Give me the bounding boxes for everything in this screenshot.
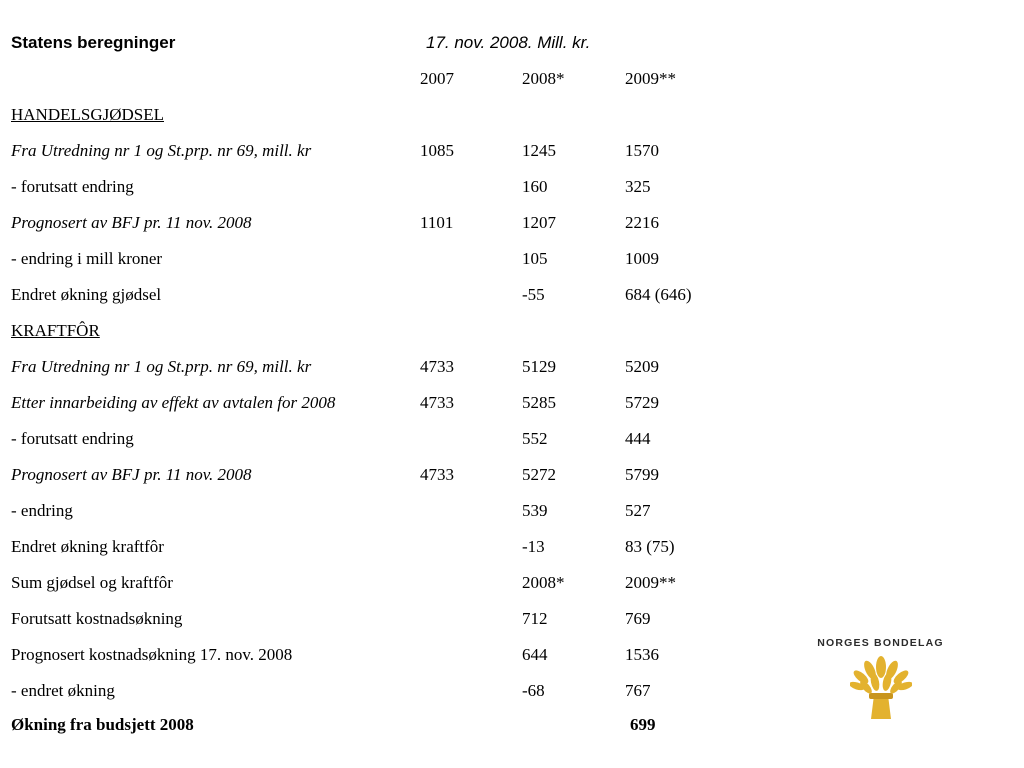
cell-2008: 1245 (522, 141, 556, 160)
cell-2009: 5799 (625, 465, 659, 484)
column-header-2007: 2007 (420, 69, 454, 88)
row-label: Etter innarbeiding av effekt av avtalen for 2008 (11, 393, 336, 412)
column-header-2009: 2009** (625, 69, 676, 88)
cell-2007: 4733 (420, 357, 454, 376)
cell-2007: 1085 (420, 141, 454, 160)
table-row (0, 391, 1024, 415)
row-label: Endret økning kraftfôr (11, 537, 164, 556)
cell-2009: 5729 (625, 393, 659, 412)
cell-2008: 644 (522, 645, 548, 664)
cell-2008: -13 (522, 537, 545, 556)
cell-2008: 5285 (522, 393, 556, 412)
cell-2008: 712 (522, 609, 548, 628)
cell-2007: 1101 (420, 213, 454, 232)
table-row (0, 211, 1024, 235)
page-title: Statens beregninger (11, 33, 176, 52)
column-header-row (0, 67, 1024, 91)
row-label: Økning fra budsjett 2008 (11, 715, 194, 734)
cell-2007: 4733 (420, 393, 454, 412)
row-label: KRAFTFÔR (11, 321, 100, 340)
cell-2009: 2009** (625, 573, 676, 592)
cell-2009: 699 (630, 715, 656, 734)
page-subtitle: 17. nov. 2008. Mill. kr. (426, 33, 591, 52)
cell-2008: 5129 (522, 357, 556, 376)
cell-2008: 2008* (522, 573, 565, 592)
cell-2009: 1536 (625, 645, 659, 664)
column-header-2008: 2008* (522, 69, 565, 88)
table-row (0, 139, 1024, 163)
cell-2008: 160 (522, 177, 548, 196)
cell-2009: 527 (625, 501, 651, 520)
cell-2009: 2216 (625, 213, 659, 232)
table-row (0, 355, 1024, 379)
section-heading-kraftfor (0, 319, 1024, 343)
table-row (0, 607, 1024, 631)
row-label: Sum gjødsel og kraftfôr (11, 573, 173, 592)
cell-2009: 1570 (625, 141, 659, 160)
row-label: Prognosert kostnadsøkning 17. nov. 2008 (11, 645, 293, 664)
row-label: Forutsatt kostnadsøkning (11, 609, 183, 628)
cell-2009: 1009 (625, 249, 659, 268)
table-row (0, 499, 1024, 523)
cell-2008: 1207 (522, 213, 556, 232)
row-label: HANDELSGJØDSEL (11, 105, 164, 124)
row-label: Prognosert av BFJ pr. 11 nov. 2008 (11, 465, 252, 484)
cell-2008: 105 (522, 249, 548, 268)
row-label: - forutsatt endring (11, 429, 134, 448)
row-label: Fra Utredning nr 1 og St.prp. nr 69, mill. kr (11, 357, 312, 376)
table-row (0, 463, 1024, 487)
logo-text: NORGES BONDELAG (817, 637, 944, 649)
cell-2009: 325 (625, 177, 651, 196)
row-label: Prognosert av BFJ pr. 11 nov. 2008 (11, 213, 252, 232)
table-row (0, 247, 1024, 271)
row-label: - forutsatt endring (11, 177, 134, 196)
cell-2008: 539 (522, 501, 548, 520)
cell-2008: -55 (522, 285, 545, 304)
row-label: - endret økning (11, 681, 115, 700)
cell-2008: 552 (522, 429, 548, 448)
section-heading-handelsgjodsel (0, 103, 1024, 127)
wheat-sheaf-icon (850, 655, 912, 721)
row-label: Endret økning gjødsel (11, 285, 162, 304)
cell-2008: 5272 (522, 465, 556, 484)
row-label: - endring i mill kroner (11, 249, 163, 268)
table-row (0, 283, 1024, 307)
cell-2009: 83 (75) (625, 537, 675, 556)
cell-2009: 444 (625, 429, 651, 448)
cell-2009: 767 (625, 681, 651, 700)
table-row (0, 175, 1024, 199)
cell-2009: 5209 (625, 357, 659, 376)
norges-bondelag-logo (803, 637, 958, 727)
cell-2008: -68 (522, 681, 545, 700)
row-label: - endring (11, 501, 73, 520)
cell-2009: 769 (625, 609, 651, 628)
cell-2009: 684 (646) (625, 285, 692, 304)
table-row (0, 427, 1024, 451)
table-row (0, 571, 1024, 595)
cell-2007: 4733 (420, 465, 454, 484)
row-label: Fra Utredning nr 1 og St.prp. nr 69, mill. kr (11, 141, 312, 160)
table-row (0, 535, 1024, 559)
